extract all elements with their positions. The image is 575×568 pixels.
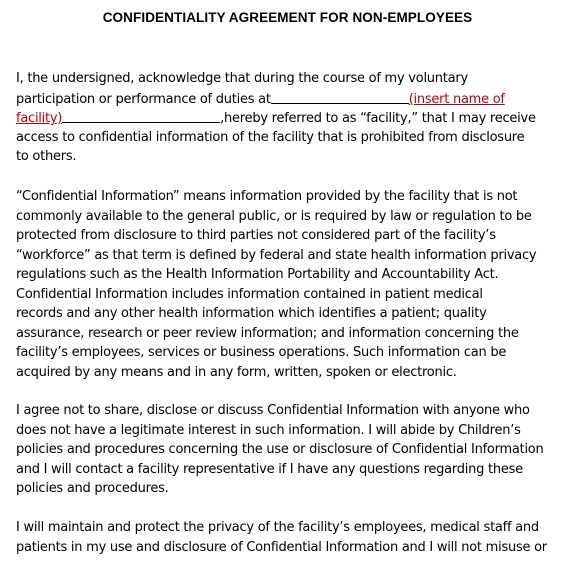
paragraph-line: Confidential Information includes information contained in patient medical (16, 286, 483, 302)
facility-name-placeholder: (insert name of (408, 91, 505, 107)
paragraph-text: ,hereby referred to as “facility,” that I may receive (220, 111, 536, 126)
paragraph-line-with-blank (16, 89, 575, 109)
paragraph-line: patients in my use and disclosure of Confidential Information and I will not misuse or (16, 539, 547, 555)
paragraph-line: facility’s employees, services or business operations. Such information can be (16, 345, 507, 360)
paragraph-line: commonly available to the general public, or is required by law or regulation to be (16, 208, 532, 224)
paragraph-privacy (16, 518, 575, 557)
paragraph-line: “workforce” as that term is defined by federal and state health information privacy (16, 247, 537, 263)
paragraph-line: access to confidential information of the facility that is prohibited from disclosure (16, 129, 525, 145)
paragraph-line: records and any other health information which identifies a patient; quality (16, 306, 487, 321)
paragraph-line: assurance, research or peer review information; and information concerning the (16, 325, 519, 341)
paragraph-line: I, the undersigned, acknowledge that during the course of my voluntary (16, 71, 468, 86)
paragraph-line: I will maintain and protect the privacy of the facility’s employees, medical staff and (16, 520, 539, 535)
facility-name-placeholder-end: facility) (16, 111, 63, 126)
paragraph-line-with-blank (16, 108, 575, 128)
paragraph-line: policies and procedures concerning the use or disclosure of Confidential Information (16, 442, 544, 457)
paragraph-nondisclosure (16, 401, 575, 499)
paragraph-line: protected from disclosure to third parties not considered part of the facility’s (16, 228, 496, 243)
document-title: CONFIDENTIALITY AGREEMENT FOR NON-EMPLOYEES (102, 10, 473, 25)
facility-name-blank-continued[interactable] (62, 108, 220, 123)
paragraph-text: participation or performance of duties at (16, 91, 271, 107)
paragraph-definition (16, 187, 575, 382)
paragraph-line: regulations such as the Health Information Portability and Accountability Act. (16, 267, 499, 282)
paragraph-line: “Confidential Information” means information provided by the facility that is not (16, 189, 518, 204)
paragraph-line: acquired by any means and in any form, written, spoken or electronic. (16, 364, 457, 380)
paragraph-acknowledgement (16, 69, 575, 167)
paragraph-line: policies and procedures. (16, 481, 169, 496)
paragraph-line: to others. (16, 149, 77, 164)
paragraph-line: does not have a legitimate interest in such information. I will abide by Children’s (16, 422, 521, 438)
paragraph-line: and I will contact a facility representative if I have any questions regarding these (16, 461, 523, 477)
facility-name-blank[interactable] (271, 89, 409, 104)
paragraph-line: I agree not to share, disclose or discuss Confidential Information with anyone who (16, 403, 530, 418)
